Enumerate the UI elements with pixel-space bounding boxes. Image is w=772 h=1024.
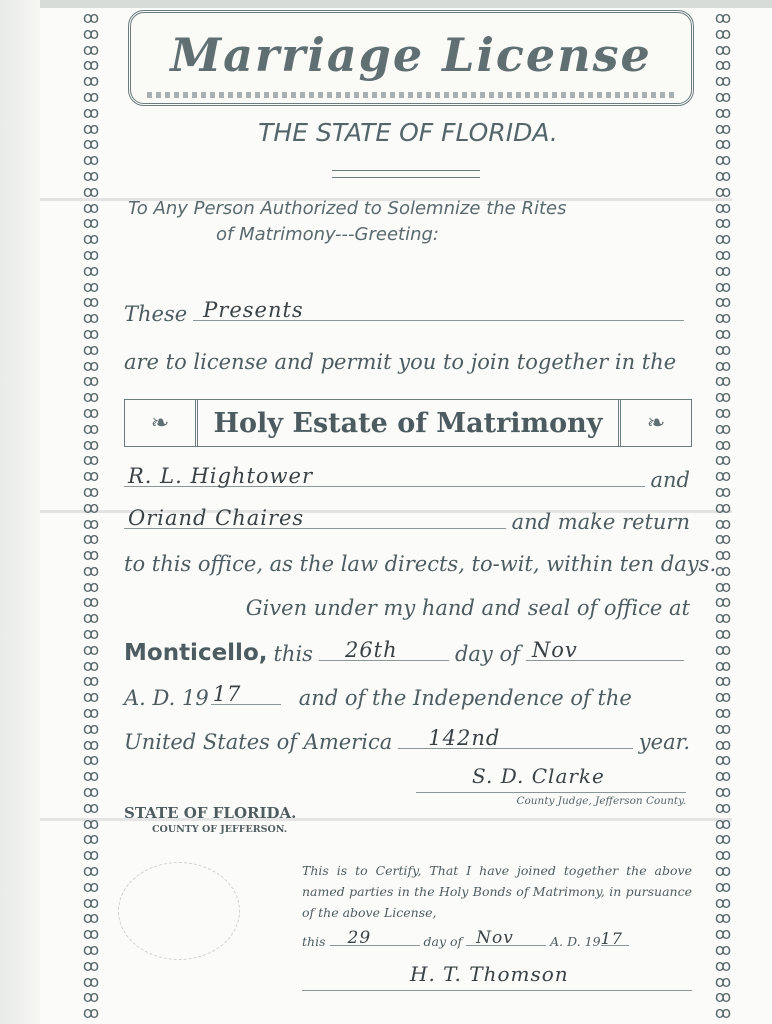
border-ornament-icon: ꝏ (82, 418, 100, 438)
border-ornament-icon: ꝏ (714, 497, 732, 517)
independence-text: and of the Independence of the (298, 686, 632, 710)
office-row (124, 552, 717, 576)
independence-year-value: 142nd (428, 726, 501, 750)
month-value: Nov (531, 638, 578, 662)
border-ornament-icon: ꝏ (82, 323, 100, 343)
border-ornament-icon: ꝏ (82, 513, 100, 533)
border-ornament-icon: ꝏ (82, 624, 100, 644)
border-ornament-icon: ꝏ (714, 276, 732, 296)
leaf-ornament-icon: ❧ (646, 410, 666, 436)
border-ornament-icon: ꝏ (82, 86, 100, 106)
border-ornament-icon: ꝏ (82, 529, 100, 549)
border-ornament-icon: ꝏ (82, 861, 100, 881)
border-ornament-icon: ꝏ (82, 150, 100, 170)
border-ornament-icon: ꝏ (82, 23, 100, 43)
border-ornament-icon: ꝏ (714, 813, 732, 833)
border-ornament-icon: ꝏ (714, 829, 732, 849)
border-ornament-icon: ꝏ (714, 687, 732, 707)
judge-signature-line (416, 792, 686, 793)
border-ornament-icon: ꝏ (82, 466, 100, 486)
border-ornament-icon: ꝏ (714, 402, 732, 422)
border-ornament-icon: ꝏ (714, 371, 732, 391)
border-ornament-icon: ꝏ (82, 292, 100, 312)
given-text: Given under my hand and seal of office at (245, 596, 690, 620)
cert-year-value: 17 (600, 929, 623, 948)
these-label: These (124, 302, 188, 326)
border-ornament-icon: ꝏ (714, 624, 732, 644)
border-ornament-icon: ꝏ (82, 592, 100, 612)
border-ornament-icon: ꝏ (714, 987, 732, 1007)
certificate-state: STATE OF FLORIDA. (124, 804, 297, 822)
border-ornament-icon: ꝏ (714, 229, 732, 249)
holy-estate-title: Holy Estate of Matrimony (195, 400, 621, 446)
scan-edge (0, 0, 772, 8)
border-ornament-icon: ꝏ (714, 655, 732, 675)
border-ornament-icon: ꝏ (82, 560, 100, 580)
border-ornament-icon: ꝏ (82, 371, 100, 391)
bride-name: Oriand Chaires (128, 506, 305, 530)
border-ornament-icon: ꝏ (82, 244, 100, 264)
presents-line (193, 300, 684, 321)
judge-signature: S. D. Clarke (472, 764, 605, 788)
border-ornament-icon: ꝏ (82, 1003, 100, 1020)
border-ornament-icon: ꝏ (714, 797, 732, 817)
usa-row (124, 728, 690, 754)
faded-seal (118, 862, 240, 960)
border-ornament-icon: ꝏ (82, 892, 100, 912)
border-ornament-icon: ꝏ (714, 260, 732, 280)
border-ornament-icon: ꝏ (82, 355, 100, 375)
border-ornament-icon: ꝏ (82, 71, 100, 91)
border-ornament-icon: ꝏ (714, 102, 732, 122)
border-ornament-icon: ꝏ (82, 10, 100, 27)
border-ornament-icon: ꝏ (82, 434, 100, 454)
border-ornament-icon: ꝏ (82, 308, 100, 328)
border-ornament-icon: ꝏ (82, 118, 100, 138)
border-ornament-icon: ꝏ (82, 718, 100, 738)
border-ornament-icon: ꝏ (82, 940, 100, 960)
border-ornament-icon: ꝏ (82, 339, 100, 359)
border-ornament-icon: ꝏ (82, 782, 100, 802)
border-ornament-icon: ꝏ (82, 829, 100, 849)
border-ornament-icon: ꝏ (82, 908, 100, 928)
border-ornament-icon: ꝏ (714, 197, 732, 217)
border-ornament-icon: ꝏ (82, 55, 100, 75)
year-row (124, 684, 690, 710)
certificate-county: COUNTY OF JEFFERSON. (152, 824, 288, 835)
border-ornament-icon: ꝏ (714, 134, 732, 154)
border-ornament-icon: ꝏ (714, 213, 732, 233)
border-ornament-icon: ꝏ (82, 797, 100, 817)
return-text: and make return (511, 510, 690, 534)
day-line (319, 640, 449, 661)
border-ornament-icon: ꝏ (714, 466, 732, 486)
state-heading: THE STATE OF FLORIDA. (258, 118, 558, 147)
border-ornament-icon: ꝏ (714, 292, 732, 312)
border-ornament-icon: ꝏ (714, 10, 732, 27)
title-cartouche (128, 10, 694, 106)
border-ornament-icon: ꝏ (714, 450, 732, 470)
border-ornament-icon: ꝏ (82, 924, 100, 944)
border-ornament-icon: ꝏ (714, 908, 732, 928)
border-ornament-icon: ꝏ (82, 687, 100, 707)
border-ornament-icon: ꝏ (714, 734, 732, 754)
border-ornament-icon: ꝏ (82, 481, 100, 501)
bride-row (124, 508, 690, 534)
border-ornament-icon: ꝏ (82, 750, 100, 770)
border-ornament-icon: ꝏ (714, 165, 732, 185)
border-ornament-icon: ꝏ (714, 71, 732, 91)
cert-day-of-label: day of (423, 934, 463, 949)
border-ornament-icon: ꝏ (82, 639, 100, 659)
bride-line (124, 508, 506, 529)
this-label: this (273, 642, 313, 666)
certificate-date-row (302, 929, 692, 949)
border-ornament-icon: ꝏ (714, 387, 732, 407)
cert-month-line (466, 929, 546, 946)
presents-handwriting: Presents (203, 298, 304, 322)
border-ornament-icon: ꝏ (82, 545, 100, 565)
border-ornament-icon: ꝏ (82, 876, 100, 896)
border-ornament-icon: ꝏ (714, 940, 732, 960)
year-line (211, 684, 281, 705)
border-ornament-icon: ꝏ (714, 750, 732, 770)
border-ornament-icon: ꝏ (82, 766, 100, 786)
border-ornament-icon: ꝏ (714, 244, 732, 264)
border-ornament-icon: ꝏ (714, 766, 732, 786)
border-ornament-icon: ꝏ (82, 608, 100, 628)
border-ornament-icon: ꝏ (714, 845, 732, 865)
border-ornament-icon: ꝏ (714, 782, 732, 802)
usa-text: United States of America (124, 730, 393, 754)
groom-line (124, 466, 645, 487)
holy-estate-banner (124, 399, 692, 447)
border-ornament-icon: ꝏ (82, 703, 100, 723)
border-ornament-icon: ꝏ (82, 276, 100, 296)
city-name: Monticello, (124, 640, 268, 666)
border-ornament-icon: ꝏ (714, 545, 732, 565)
border-ornament-icon: ꝏ (714, 355, 732, 375)
presents-row (124, 300, 690, 326)
judge-caption: County Judge, Jefferson County. (516, 795, 686, 807)
document-title: Marriage License (170, 28, 652, 82)
border-ornament-icon: ꝏ (82, 387, 100, 407)
border-ornament-icon: ꝏ (714, 608, 732, 628)
border-ornament-icon: ꝏ (82, 734, 100, 754)
border-ornament-icon: ꝏ (82, 450, 100, 470)
year-value: 17 (212, 682, 242, 706)
border-ornament-icon: ꝏ (714, 1003, 732, 1020)
chain-ornament (147, 92, 675, 98)
border-ornament-icon: ꝏ (82, 39, 100, 59)
scan-margin (0, 0, 40, 1024)
border-ornament-icon: ꝏ (82, 845, 100, 865)
border-ornament-icon: ꝏ (82, 165, 100, 185)
cert-day-value: 29 (347, 928, 372, 948)
leaf-ornament-icon: ❧ (150, 410, 170, 436)
day-value: 26th (344, 638, 398, 662)
border-ornament-icon: ꝏ (82, 102, 100, 122)
and-label: and (650, 468, 690, 492)
border-ornament-icon: ꝏ (82, 987, 100, 1007)
border-ornament-icon: ꝏ (714, 529, 732, 549)
border-ornament-icon: ꝏ (714, 339, 732, 359)
border-ornament-icon: ꝏ (82, 813, 100, 833)
border-ornament-icon: ꝏ (714, 181, 732, 201)
border-ornament-icon: ꝏ (714, 55, 732, 75)
ad-label: A. D. 19 (124, 686, 209, 710)
year-label: year. (638, 730, 690, 754)
border-ornament-icon: ꝏ (82, 181, 100, 201)
greeting-line-2: of Matrimony---Greeting: (216, 224, 439, 245)
border-ornament-icon: ꝏ (714, 434, 732, 454)
border-ornament-icon: ꝏ (714, 718, 732, 738)
border-ornament-icon: ꝏ (714, 639, 732, 659)
cert-year-line (601, 929, 629, 946)
border-ornament-icon: ꝏ (714, 560, 732, 580)
border-ornament-icon: ꝏ (82, 971, 100, 991)
border-ornament-icon: ꝏ (82, 134, 100, 154)
border-ornament-icon: ꝏ (82, 213, 100, 233)
month-line (526, 640, 684, 661)
border-ornament-icon: ꝏ (714, 924, 732, 944)
border-ornament-icon: ꝏ (82, 655, 100, 675)
border-ornament-icon: ꝏ (714, 118, 732, 138)
groom-name: R. L. Hightower (128, 464, 313, 488)
border-ornament-icon: ꝏ (714, 150, 732, 170)
groom-row (124, 466, 690, 492)
cert-month-value: Nov (476, 928, 514, 948)
border-ornament-icon: ꝏ (714, 576, 732, 596)
border-ornament-icon: ꝏ (82, 229, 100, 249)
given-row (124, 596, 690, 620)
border-ornament-icon: ꝏ (714, 971, 732, 991)
border-ornament-icon: ꝏ (82, 260, 100, 280)
day-of-label: day of (454, 642, 520, 666)
border-ornament-icon: ꝏ (714, 703, 732, 723)
border-ornament-icon: ꝏ (82, 497, 100, 517)
permit-text: are to license and permit you to join together in the (124, 350, 677, 374)
border-ornament-icon: ꝏ (82, 671, 100, 691)
border-ornament-icon: ꝏ (714, 671, 732, 691)
cert-day-line (330, 929, 420, 946)
border-ornament-icon: ꝏ (714, 592, 732, 612)
border-ornament-icon: ꝏ (714, 861, 732, 881)
border-ornament-icon: ꝏ (714, 23, 732, 43)
independence-year-line (398, 728, 633, 749)
border-ornament-icon: ꝏ (714, 876, 732, 896)
border-ornament-icon: ꝏ (714, 323, 732, 343)
right-ornamental-border (712, 10, 734, 1020)
border-ornament-icon: ꝏ (82, 576, 100, 596)
border-ornament-icon: ꝏ (714, 86, 732, 106)
certificate-text: This is to Certify, That I have joined together the above named parties in the Holy Bonds of Matrimony, in pursuance of the above License, (302, 863, 692, 920)
border-ornament-icon: ꝏ (82, 402, 100, 422)
cert-ad-label: A. D. 19 (550, 934, 601, 949)
permit-row (124, 350, 690, 374)
greeting (128, 196, 688, 248)
border-ornament-icon: ꝏ (714, 955, 732, 975)
border-ornament-icon: ꝏ (82, 197, 100, 217)
officiant-signature: H. T. Thomson (410, 962, 569, 986)
border-ornament-icon: ꝏ (714, 308, 732, 328)
border-ornament-icon: ꝏ (714, 481, 732, 501)
border-ornament-icon: ꝏ (82, 955, 100, 975)
border-ornament-icon: ꝏ (714, 513, 732, 533)
cert-this-label: this (302, 934, 326, 949)
border-ornament-icon: ꝏ (714, 418, 732, 438)
greeting-line-1: To Any Person Authorized to Solemnize the Rites (128, 198, 567, 219)
double-rule (332, 170, 480, 178)
office-text: to this office, as the law directs, to-wit, within ten days. (124, 552, 717, 576)
left-ornamental-border (80, 10, 102, 1020)
border-ornament-icon: ꝏ (714, 892, 732, 912)
border-ornament-icon: ꝏ (714, 39, 732, 59)
date-row (124, 640, 690, 666)
officiant-signature-line (302, 990, 692, 991)
